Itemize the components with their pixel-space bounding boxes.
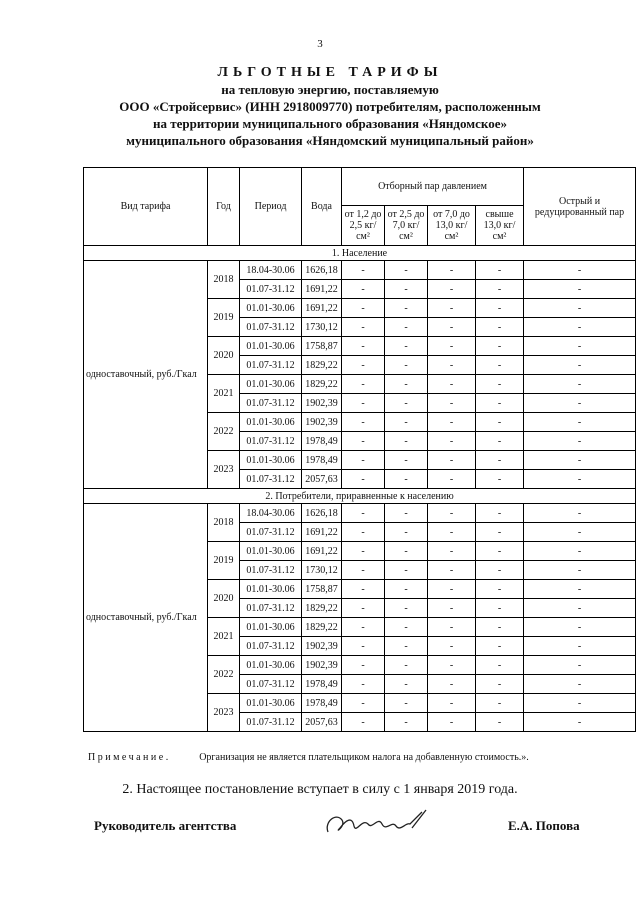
section-title: 1. Население	[84, 246, 636, 261]
empty-tariff-cell: -	[524, 451, 636, 470]
heading-title: ЛЬГОТНЫЕ ТАРИФЫ	[217, 65, 443, 80]
water-tariff-cell: 1978,49	[302, 451, 342, 470]
period-cell: 01.07-31.12	[240, 280, 302, 299]
water-tariff-cell: 1626,18	[302, 261, 342, 280]
empty-tariff-cell: -	[428, 637, 476, 656]
empty-tariff-cell: -	[476, 375, 524, 394]
empty-tariff-cell: -	[476, 713, 524, 732]
water-tariff-cell: 1691,22	[302, 280, 342, 299]
water-tariff-cell: 1902,39	[302, 637, 342, 656]
period-cell: 01.07-31.12	[240, 470, 302, 489]
empty-tariff-cell: -	[385, 599, 428, 618]
water-tariff-cell: 2057,63	[302, 713, 342, 732]
empty-tariff-cell: -	[342, 618, 385, 637]
empty-tariff-cell: -	[524, 413, 636, 432]
empty-tariff-cell: -	[428, 713, 476, 732]
empty-tariff-cell: -	[342, 561, 385, 580]
empty-tariff-cell: -	[385, 432, 428, 451]
empty-tariff-cell: -	[342, 523, 385, 542]
empty-tariff-cell: -	[524, 280, 636, 299]
water-tariff-cell: 2057,63	[302, 470, 342, 489]
empty-tariff-cell: -	[476, 413, 524, 432]
water-tariff-cell: 1902,39	[302, 394, 342, 413]
empty-tariff-cell: -	[428, 656, 476, 675]
empty-tariff-cell: -	[428, 261, 476, 280]
empty-tariff-cell: -	[524, 337, 636, 356]
signatory-role: Руководитель агентства	[94, 818, 237, 833]
water-tariff-cell: 1978,49	[302, 675, 342, 694]
header-sharp-steam: Острый и редуцированный пар	[524, 168, 636, 246]
water-tariff-cell: 1730,12	[302, 561, 342, 580]
empty-tariff-cell: -	[524, 637, 636, 656]
empty-tariff-cell: -	[476, 299, 524, 318]
empty-tariff-cell: -	[524, 599, 636, 618]
empty-tariff-cell: -	[342, 470, 385, 489]
empty-tariff-cell: -	[428, 413, 476, 432]
empty-tariff-cell: -	[428, 280, 476, 299]
section-title: 2. Потребители, приравненные к населению	[84, 489, 636, 504]
water-tariff-cell: 1978,49	[302, 432, 342, 451]
empty-tariff-cell: -	[476, 504, 524, 523]
page-number: 3	[317, 38, 323, 50]
empty-tariff-cell: -	[342, 675, 385, 694]
year-cell: 2021	[208, 375, 240, 413]
empty-tariff-cell: -	[476, 318, 524, 337]
header-pressure-2: от 2,5 до 7,0 кг/см²	[385, 206, 428, 246]
heading-line-4: на территории муниципального образования «Няндомское»	[153, 116, 507, 131]
empty-tariff-cell: -	[428, 561, 476, 580]
header-year: Год	[208, 168, 240, 246]
empty-tariff-cell: -	[385, 675, 428, 694]
empty-tariff-cell: -	[342, 580, 385, 599]
period-cell: 01.07-31.12	[240, 318, 302, 337]
empty-tariff-cell: -	[342, 356, 385, 375]
section-title-row	[84, 246, 636, 261]
empty-tariff-cell: -	[476, 356, 524, 375]
period-cell: 01.01-30.06	[240, 580, 302, 599]
empty-tariff-cell: -	[476, 675, 524, 694]
empty-tariff-cell: -	[524, 318, 636, 337]
signatory-name: Е.А. Попова	[508, 818, 580, 833]
water-tariff-cell: 1758,87	[302, 580, 342, 599]
water-tariff-cell: 1730,12	[302, 318, 342, 337]
heading-line-5: муниципального образования «Няндомский муниципальный район»	[126, 133, 534, 148]
period-cell: 01.01-30.06	[240, 542, 302, 561]
period-cell: 01.07-31.12	[240, 637, 302, 656]
empty-tariff-cell: -	[385, 618, 428, 637]
year-cell: 2023	[208, 694, 240, 732]
period-cell: 01.01-30.06	[240, 656, 302, 675]
empty-tariff-cell: -	[524, 523, 636, 542]
empty-tariff-cell: -	[524, 470, 636, 489]
empty-tariff-cell: -	[476, 637, 524, 656]
empty-tariff-cell: -	[385, 318, 428, 337]
empty-tariff-cell: -	[385, 261, 428, 280]
empty-tariff-cell: -	[524, 561, 636, 580]
tariff-type-cell: одноставочный, руб./Гкал	[84, 504, 208, 732]
tariff-type-cell: одноставочный, руб./Гкал	[84, 261, 208, 489]
period-cell: 01.01-30.06	[240, 299, 302, 318]
empty-tariff-cell: -	[385, 656, 428, 675]
empty-tariff-cell: -	[476, 694, 524, 713]
empty-tariff-cell: -	[476, 470, 524, 489]
header-pressure-1: от 1,2 до 2,5 кг/см²	[342, 206, 385, 246]
period-cell: 01.01-30.06	[240, 375, 302, 394]
year-cell: 2022	[208, 656, 240, 694]
header-tariff-type: Вид тарифа	[84, 168, 208, 246]
empty-tariff-cell: -	[385, 337, 428, 356]
empty-tariff-cell: -	[428, 599, 476, 618]
section-title-row	[84, 489, 636, 504]
empty-tariff-cell: -	[342, 542, 385, 561]
table-row	[84, 504, 636, 523]
period-cell: 01.07-31.12	[240, 561, 302, 580]
empty-tariff-cell: -	[385, 280, 428, 299]
empty-tariff-cell: -	[342, 280, 385, 299]
note-label: Примечание.	[88, 752, 171, 763]
header-period: Период	[240, 168, 302, 246]
water-tariff-cell: 1902,39	[302, 413, 342, 432]
empty-tariff-cell: -	[428, 618, 476, 637]
empty-tariff-cell: -	[476, 542, 524, 561]
empty-tariff-cell: -	[428, 504, 476, 523]
empty-tariff-cell: -	[524, 504, 636, 523]
note-text: Организация не является плательщиком налога на добавленную стоимость.».	[199, 752, 529, 763]
tariff-table	[83, 167, 636, 732]
empty-tariff-cell: -	[385, 394, 428, 413]
empty-tariff-cell: -	[524, 618, 636, 637]
empty-tariff-cell: -	[524, 675, 636, 694]
empty-tariff-cell: -	[342, 637, 385, 656]
water-tariff-cell: 1691,22	[302, 542, 342, 561]
empty-tariff-cell: -	[524, 299, 636, 318]
empty-tariff-cell: -	[476, 561, 524, 580]
empty-tariff-cell: -	[342, 413, 385, 432]
water-tariff-cell: 1829,22	[302, 618, 342, 637]
note	[88, 752, 529, 763]
empty-tariff-cell: -	[428, 318, 476, 337]
tariff-table-body	[84, 246, 636, 732]
empty-tariff-cell: -	[428, 356, 476, 375]
water-tariff-cell: 1691,22	[302, 299, 342, 318]
period-cell: 01.01-30.06	[240, 337, 302, 356]
empty-tariff-cell: -	[524, 713, 636, 732]
empty-tariff-cell: -	[342, 318, 385, 337]
empty-tariff-cell: -	[524, 261, 636, 280]
year-cell: 2019	[208, 542, 240, 580]
water-tariff-cell: 1978,49	[302, 694, 342, 713]
empty-tariff-cell: -	[476, 618, 524, 637]
empty-tariff-cell: -	[476, 394, 524, 413]
empty-tariff-cell: -	[385, 299, 428, 318]
water-tariff-cell: 1829,22	[302, 375, 342, 394]
empty-tariff-cell: -	[342, 599, 385, 618]
document-heading	[60, 64, 600, 149]
empty-tariff-cell: -	[385, 713, 428, 732]
empty-tariff-cell: -	[476, 523, 524, 542]
empty-tariff-cell: -	[342, 713, 385, 732]
water-tariff-cell: 1626,18	[302, 504, 342, 523]
header-steam-group: Отборный пар давлением	[342, 168, 524, 206]
water-tariff-cell: 1691,22	[302, 523, 342, 542]
empty-tariff-cell: -	[385, 561, 428, 580]
period-cell: 01.01-30.06	[240, 413, 302, 432]
empty-tariff-cell: -	[385, 542, 428, 561]
empty-tariff-cell: -	[428, 580, 476, 599]
empty-tariff-cell: -	[428, 394, 476, 413]
empty-tariff-cell: -	[342, 504, 385, 523]
year-cell: 2019	[208, 299, 240, 337]
empty-tariff-cell: -	[385, 580, 428, 599]
header-pressure-4: свыше 13,0 кг/см²	[476, 206, 524, 246]
empty-tariff-cell: -	[428, 694, 476, 713]
empty-tariff-cell: -	[428, 542, 476, 561]
period-cell: 01.01-30.06	[240, 618, 302, 637]
empty-tariff-cell: -	[342, 694, 385, 713]
empty-tariff-cell: -	[428, 299, 476, 318]
empty-tariff-cell: -	[342, 432, 385, 451]
empty-tariff-cell: -	[342, 394, 385, 413]
empty-tariff-cell: -	[342, 656, 385, 675]
header-water: Вода	[302, 168, 342, 246]
empty-tariff-cell: -	[524, 656, 636, 675]
period-cell: 01.07-31.12	[240, 523, 302, 542]
year-cell: 2023	[208, 451, 240, 489]
empty-tariff-cell: -	[342, 299, 385, 318]
empty-tariff-cell: -	[428, 375, 476, 394]
empty-tariff-cell: -	[476, 337, 524, 356]
heading-line-3: ООО «Стройсервис» (ИНН 2918009770) потребителям, расположенным	[119, 99, 541, 114]
empty-tariff-cell: -	[476, 280, 524, 299]
year-cell: 2021	[208, 618, 240, 656]
period-cell: 01.07-31.12	[240, 599, 302, 618]
empty-tariff-cell: -	[428, 451, 476, 470]
empty-tariff-cell: -	[428, 523, 476, 542]
empty-tariff-cell: -	[428, 432, 476, 451]
empty-tariff-cell: -	[385, 637, 428, 656]
year-cell: 2020	[208, 337, 240, 375]
empty-tariff-cell: -	[524, 394, 636, 413]
empty-tariff-cell: -	[476, 580, 524, 599]
empty-tariff-cell: -	[385, 523, 428, 542]
period-cell: 18.04-30.06	[240, 261, 302, 280]
empty-tariff-cell: -	[385, 694, 428, 713]
empty-tariff-cell: -	[476, 261, 524, 280]
empty-tariff-cell: -	[385, 504, 428, 523]
empty-tariff-cell: -	[342, 337, 385, 356]
period-cell: 01.07-31.12	[240, 675, 302, 694]
empty-tariff-cell: -	[476, 451, 524, 470]
period-cell: 01.01-30.06	[240, 694, 302, 713]
empty-tariff-cell: -	[524, 580, 636, 599]
empty-tariff-cell: -	[385, 356, 428, 375]
empty-tariff-cell: -	[524, 356, 636, 375]
empty-tariff-cell: -	[342, 451, 385, 470]
table-row	[84, 261, 636, 280]
empty-tariff-cell: -	[385, 451, 428, 470]
empty-tariff-cell: -	[476, 432, 524, 451]
empty-tariff-cell: -	[428, 675, 476, 694]
empty-tariff-cell: -	[342, 261, 385, 280]
period-cell: 01.07-31.12	[240, 356, 302, 375]
year-cell: 2018	[208, 504, 240, 542]
empty-tariff-cell: -	[524, 542, 636, 561]
period-cell: 01.07-31.12	[240, 432, 302, 451]
empty-tariff-cell: -	[524, 375, 636, 394]
year-cell: 2020	[208, 580, 240, 618]
period-cell: 01.07-31.12	[240, 394, 302, 413]
empty-tariff-cell: -	[476, 656, 524, 675]
period-cell: 01.07-31.12	[240, 713, 302, 732]
heading-line-2: на тепловую энергию, поставляемую	[221, 82, 439, 97]
empty-tariff-cell: -	[524, 694, 636, 713]
empty-tariff-cell: -	[342, 375, 385, 394]
empty-tariff-cell: -	[428, 337, 476, 356]
empty-tariff-cell: -	[524, 432, 636, 451]
water-tariff-cell: 1829,22	[302, 599, 342, 618]
empty-tariff-cell: -	[385, 413, 428, 432]
empty-tariff-cell: -	[385, 375, 428, 394]
period-cell: 18.04-30.06	[240, 504, 302, 523]
year-cell: 2022	[208, 413, 240, 451]
empty-tariff-cell: -	[476, 599, 524, 618]
water-tariff-cell: 1758,87	[302, 337, 342, 356]
empty-tariff-cell: -	[385, 470, 428, 489]
year-cell: 2018	[208, 261, 240, 299]
empty-tariff-cell: -	[428, 470, 476, 489]
period-cell: 01.01-30.06	[240, 451, 302, 470]
water-tariff-cell: 1902,39	[302, 656, 342, 675]
decree-paragraph: 2. Настоящее постановление вступает в силу с 1 января 2019 года.	[122, 782, 518, 797]
water-tariff-cell: 1829,22	[302, 356, 342, 375]
handwritten-signature	[322, 804, 432, 844]
header-pressure-3: от 7,0 до 13,0 кг/см²	[428, 206, 476, 246]
